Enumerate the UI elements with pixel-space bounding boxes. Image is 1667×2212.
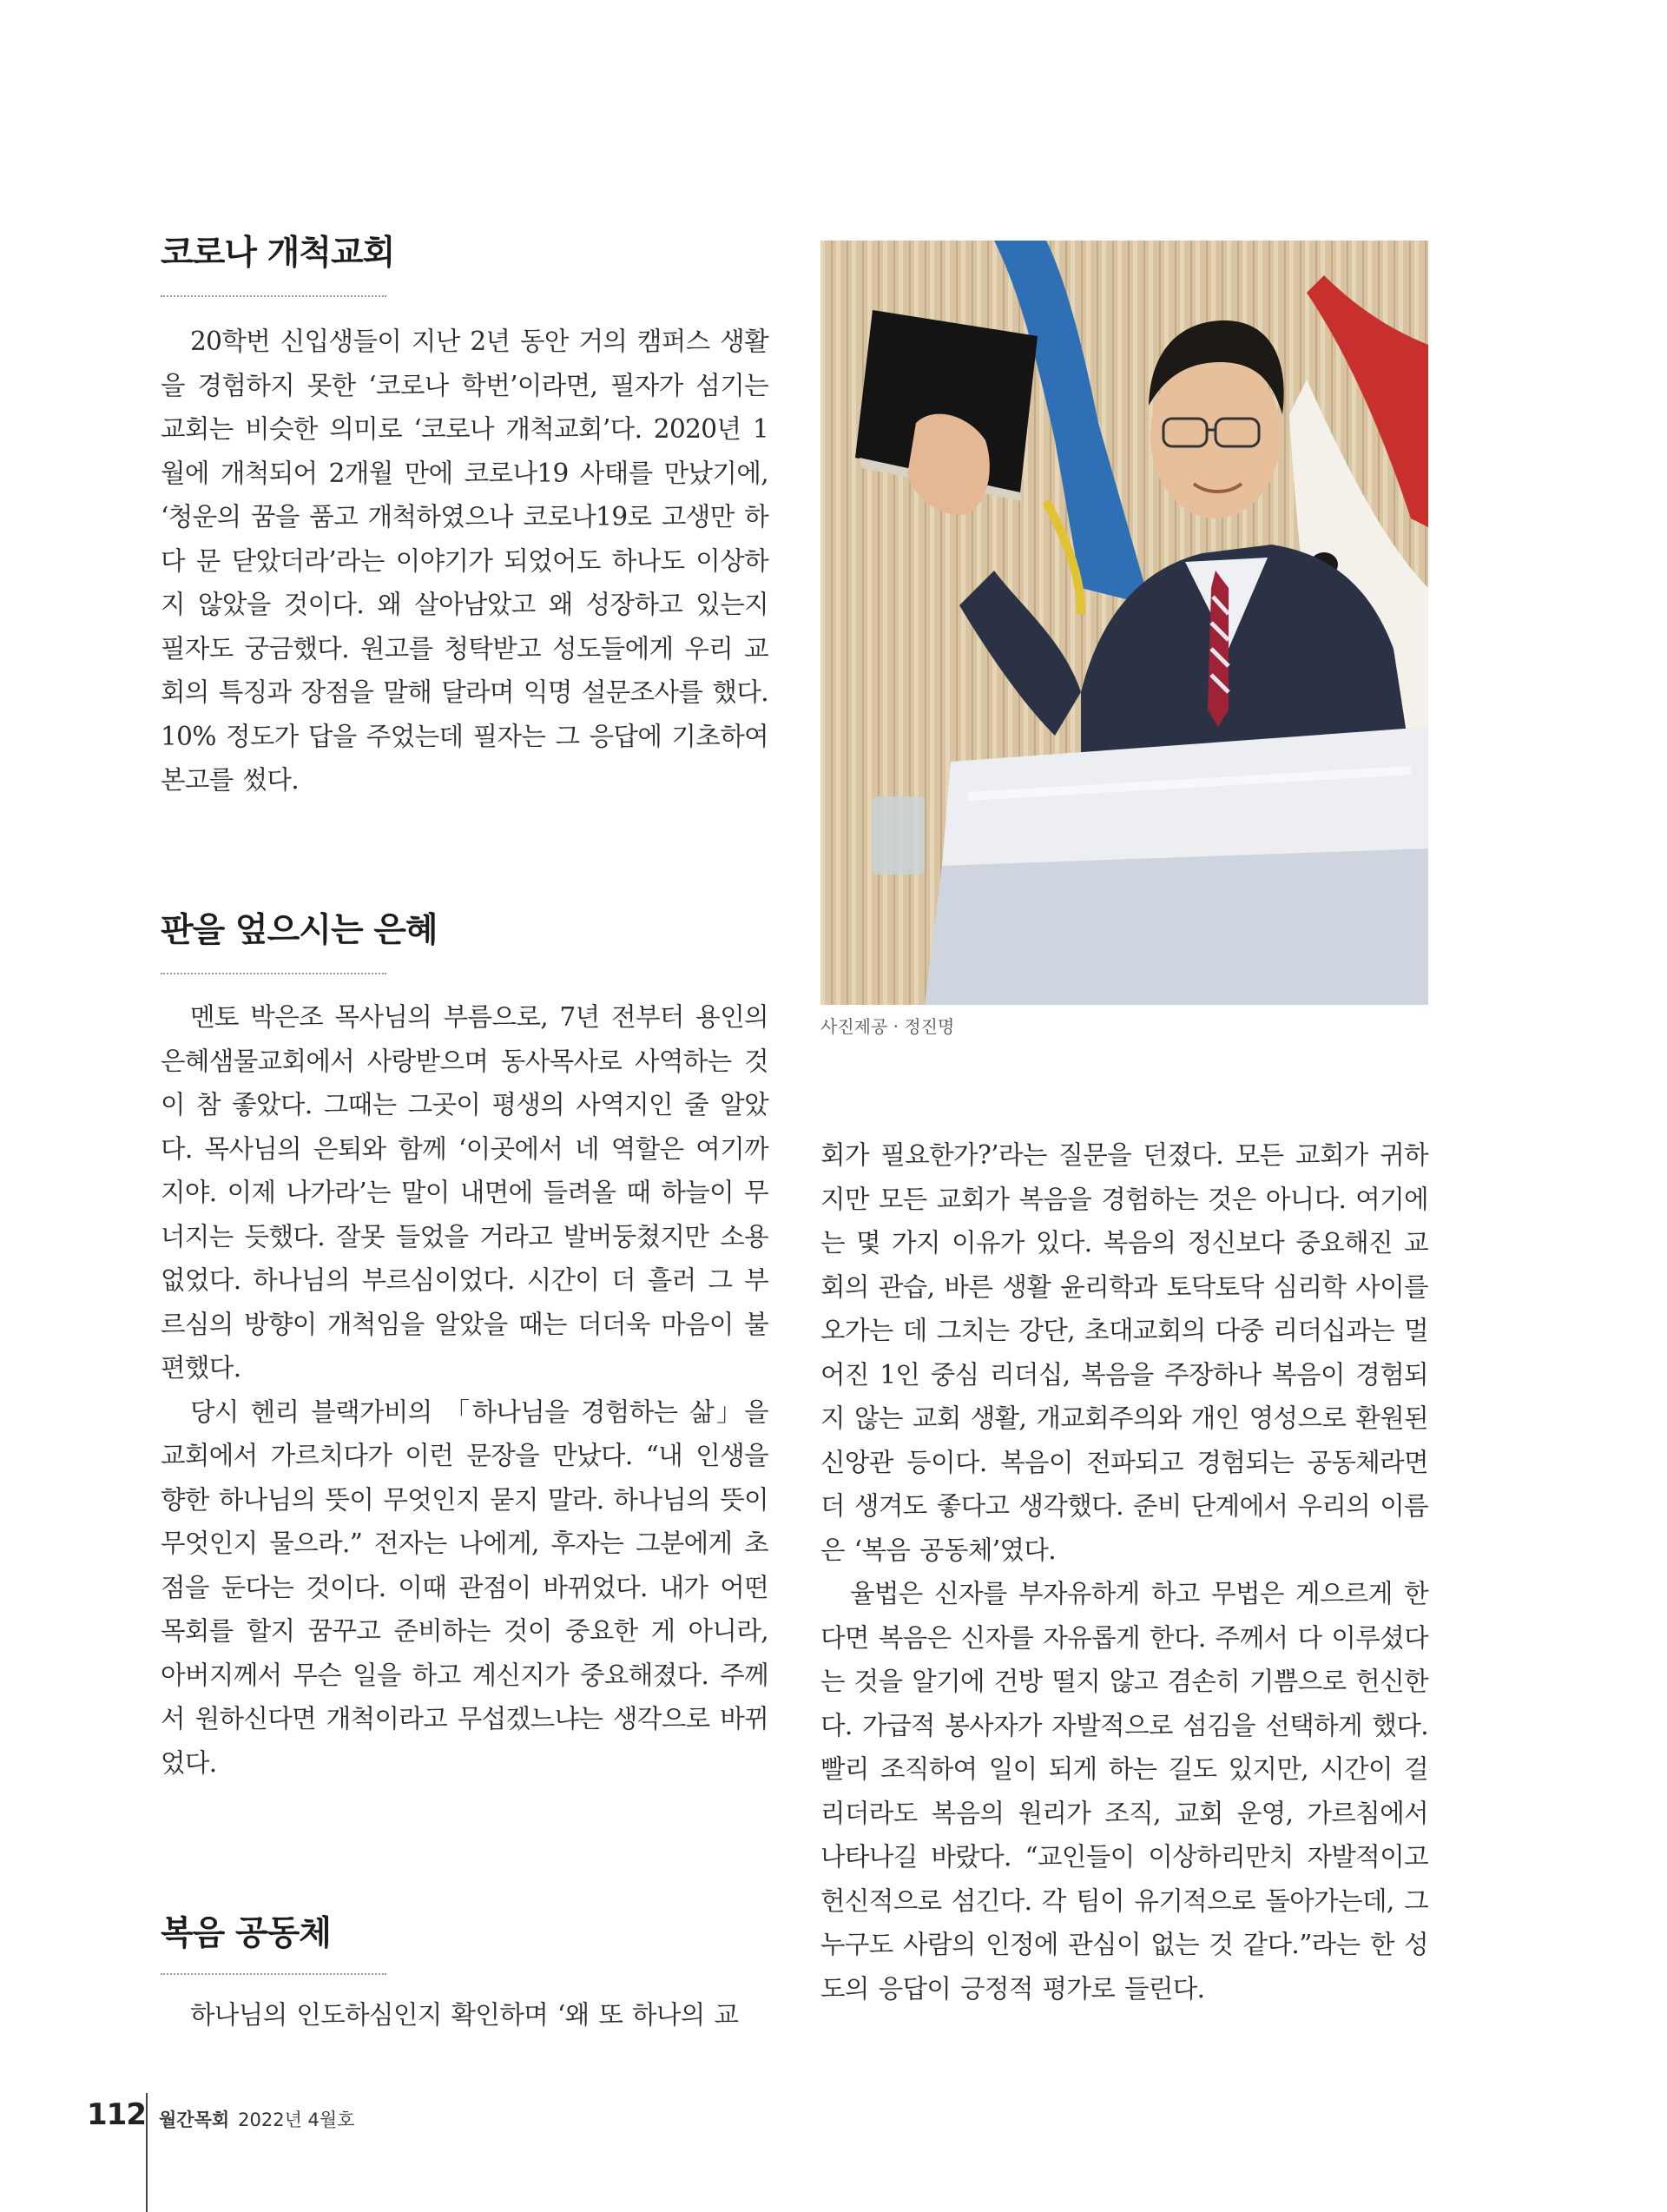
- magazine-title: 월간목회: [159, 2110, 230, 2130]
- paragraph: 하나님의 인도하심인지 확인하며 ‘왜 또 하나의 교: [190, 2000, 739, 2030]
- section-title-gospel-community: 복음 공동체: [161, 1914, 331, 1953]
- paragraph: 20학번 신입생들이 지난 2년 동안 거의 캠퍼스 생활을 경험하지 못한 ‘코로나 학번’이라면, 필자가 섬기는 교회는 비슷한 의미로 ‘코로나 개척교회’다. 2020년 1월에 개척되어 2개월 만에 코로나19 사태를 만났기에, ‘청운의 꿈을 품고 개척하였으나 코로나19로 고생만 하다 문 닫았더라’라는 이야기가 되었어도 하나도 이상하지 않았을 것이다. 왜 살아남았고 왜 성장하고 있는지 필자도 궁금했다. 원고를 청탁받고 성도들에게 우리 교회의 특징과 장점을 말해 달라며 익명 설문조사를 했다. 10% 정도가 답을 주었는데 필자는 그 응답에 기초하여 본고를 썼다.: [161, 327, 768, 795]
- page-number: 112: [87, 2097, 146, 2132]
- paragraph: 멘토 박은조 목사님의 부름으로, 7년 전부터 용인의 은혜샘물교회에서 사랑받으며 동사목사로 사역하는 것이 참 좋았다. 그때는 그곳이 평생의 사역지인 줄 알았다. 목사님의 은퇴와 함께 ‘이곳에서 네 역할은 여기까지야. 이제 나가라’는 말이 내면에 들려올 때 하늘이 무너지는 듯했다. 잘못 들었을 거라고 발버둥쳤지만 소용없었다. 하나님의 부르심이었다. 시간이 더 흘러 그 부르심의 방향이 개척임을 알았을 때는 더더욱 마음이 불편했다.: [161, 1002, 768, 1383]
- section-body-gospel-community-cont: [820, 1133, 1428, 2011]
- paragraph: 당시 헨리 블랙가비의 「하나님을 경험하는 삶」을 교회에서 가르치다가 이런 문장을 만났다. “내 인생을 향한 하나님의 뜻이 무엇인지 묻지 말라. 하나님의 뜻이 무엇인지 물으라.” 전자는 나에게, 후자는 그분에게 초점을 둔다는 것이다. 이때 관점이 바뀌었다. 내가 어떤 목회를 할지 꿈꾸고 준비하는 것이 중요한 게 아니라, 아버지께서 무슨 일을 하고 계신지가 중요해졌다. 주께서 원하신다면 개척이라고 무섭겠느냐는 생각으로 바뀌었다.: [161, 1397, 768, 1778]
- issue-date: 2022년 4월호: [238, 2110, 355, 2130]
- section-title-corona-church: 코로나 개척교회: [161, 234, 395, 273]
- paragraph: 율법은 신자를 부자유하게 하고 무법은 게으르게 한다면 복음은 신자를 자유롭게 한다. 주께서 다 이루셨다는 것을 알기에 건방 떨지 않고 겸손히 기쁨으로 헌신한다. 가급적 봉사자가 자발적으로 섬김을 선택하게 했다. 빨리 조직하여 일이 되게 하는 길도 있지만, 시간이 걸리더라도 복음의 원리가 조직, 교회 운영, 가르침에서 나타나길 바랐다. “교인들이 이상하리만치 자발적이고 헌신적으로 섬긴다. 각 팀이 유기적으로 돌아가는데, 그 누구도 사람의 인정에 관심이 없는 것 같다.”라는 한 성도의 응답이 긍정적 평가로 들린다.: [820, 1579, 1428, 2004]
- paragraph: 회가 필요한가?’라는 질문을 던졌다. 모든 교회가 귀하지만 모든 교회가 복음을 경험하는 것은 아니다. 여기에는 몇 가지 이유가 있다. 복음의 정신보다 중요해진 교회의 관습, 바른 생활 윤리학과 토닥토닥 심리학 사이를 오가는 데 그치는 강단, 초대교회의 다중 리더십과는 멀어진 1인 중심 리더십, 복음을 주장하나 복음이 경험되지 않는 교회 생활, 개교회주의와 개인 영성으로 환원된 신앙관 등이다. 복음이 전파되고 경험되는 공동체라면 더 생겨도 좋다고 생각했다. 준비 단계에서 우리의 이름은 ‘복음 공동체’였다.: [820, 1140, 1428, 1565]
- photo-caption: 사진제공 · 정진명: [820, 1016, 955, 1037]
- section-divider: [161, 973, 386, 974]
- section-divider: [161, 295, 386, 297]
- footer-divider: [146, 2093, 148, 2212]
- section-divider: [161, 1973, 386, 1975]
- magazine-info: [159, 2106, 355, 2132]
- pastor-photo: [820, 241, 1428, 1005]
- section-title-grace: 판을 엎으시는 은혜: [161, 911, 438, 950]
- photo-illustration: [820, 241, 1428, 1005]
- section-body-gospel-community-start: [161, 1993, 768, 2037]
- section-body-grace: [161, 995, 768, 1785]
- section-body-corona-church: [161, 320, 768, 802]
